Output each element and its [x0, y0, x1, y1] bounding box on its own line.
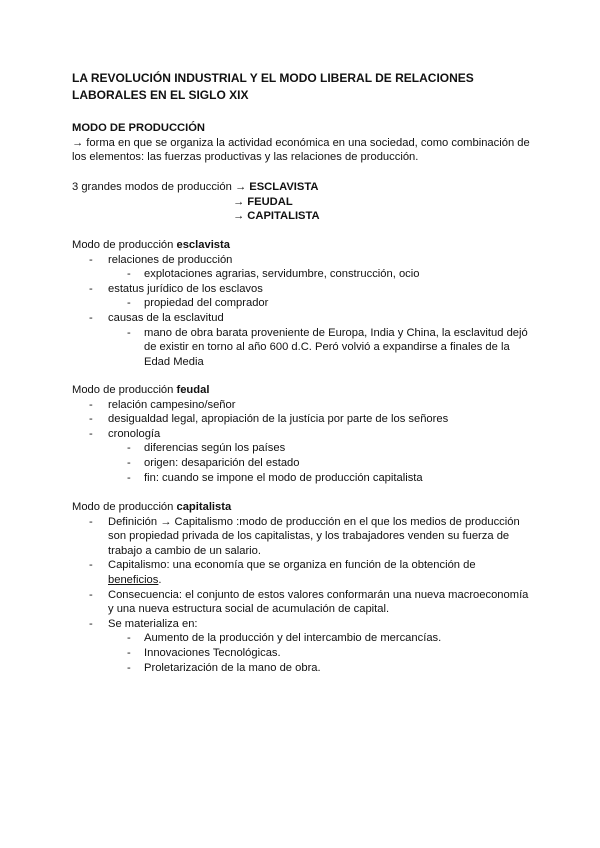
list-item: [72, 253, 532, 268]
esclavista-heading: [72, 238, 532, 253]
list-item: [72, 515, 532, 559]
list-item: [72, 398, 532, 413]
sub-list-item: [72, 661, 532, 676]
dash-bullet: -: [127, 297, 131, 310]
item-text-end: .: [158, 573, 162, 586]
heading-mode-name: feudal: [176, 384, 210, 396]
mode-feudal: → FEUDAL: [233, 195, 293, 208]
item-text: Definición → Capitalismo :modo de producción en el que los medios de producción son propiedad privada de los capitalistas, y los trabajadores venden su fuerza de trabajo a cambio de un salario.: [108, 515, 520, 557]
dash-bullet: -: [89, 413, 93, 426]
mode-esclavista: → ESCLAVISTA: [234, 181, 319, 193]
dash-bullet: -: [127, 326, 131, 339]
heading-prefix: Modo de producción: [72, 384, 177, 396]
item-text: desigualdad legal, apropiación de la justícia por parte de los señores: [108, 413, 449, 426]
sub-list-item: [72, 646, 532, 661]
item-text: diferencias según los países: [144, 442, 286, 455]
item-text: Se materializa en:: [108, 617, 198, 630]
section-modo-produccion: [72, 121, 532, 165]
dash-bullet: -: [127, 632, 131, 645]
item-text: Innovaciones Tecnológicas.: [144, 646, 281, 659]
item-text: relación campesino/señor: [108, 398, 236, 411]
dash-bullet: -: [89, 311, 93, 324]
item-text: estatus jurídico de los esclavos: [108, 282, 263, 295]
item-text: Aumento de la producción y del intercambio de mercancías.: [144, 632, 442, 645]
item-text: Capitalismo: una economía que se organiza en función de la obtención de: [108, 559, 476, 572]
section-definition: → forma en que se organiza la actividad económica en una sociedad, como combinación de los elementos: las fuerzas productivas y las relaciones de producción.: [72, 136, 530, 164]
feudal-list: [72, 398, 532, 486]
dash-bullet: -: [127, 661, 131, 674]
list-item: [72, 588, 532, 617]
modes-summary: [72, 180, 532, 224]
sub-list-item: [72, 456, 532, 471]
section-heading: MODO DE PRODUCCIÓN: [72, 122, 206, 134]
esclavista-list: [72, 253, 532, 370]
document-title: LA REVOLUCIÓN INDUSTRIAL Y EL MODO LIBERAL DE RELACIONES LABORALES EN EL SIGLO XIX: [72, 71, 474, 102]
capitalista-heading: [72, 500, 532, 515]
dash-bullet: -: [127, 471, 131, 484]
item-text: propiedad del comprador: [144, 297, 269, 310]
sub-list-item: [72, 441, 532, 456]
mode-capitalista: → CAPITALISTA: [233, 210, 320, 223]
sub-list-item: [72, 631, 532, 646]
heading-mode-name: capitalista: [176, 501, 232, 513]
section-feudal: [72, 383, 532, 485]
item-text: fin: cuando se impone el modo de producción capitalista: [144, 471, 423, 484]
dash-bullet: -: [127, 646, 131, 659]
item-text: mano de obra barata proveniente de Europa, India y China, la esclavitud dejó de existir en torno al año 600 d.C. Peró volvió a expandirse a finales de la Edad Media: [144, 326, 528, 368]
item-text: origen: desaparición del estado: [144, 456, 300, 469]
dash-bullet: -: [89, 617, 93, 630]
item-text: cronología: [108, 427, 161, 440]
section-esclavista: [72, 238, 532, 369]
dash-bullet: -: [89, 398, 93, 411]
dash-bullet: -: [89, 559, 93, 572]
section-capitalista: [72, 500, 532, 675]
dash-bullet: -: [89, 253, 93, 266]
feudal-heading: [72, 383, 532, 398]
heading-mode-name: esclavista: [176, 239, 230, 251]
dash-bullet: -: [89, 588, 93, 601]
item-text: Consecuencia: el conjunto de estos valores conformarán una nueva macroeconomía y una nueva estructura social de acumulación de capital.: [108, 588, 529, 616]
heading-prefix: Modo de producción: [72, 501, 177, 513]
modes-intro: 3 grandes modos de producción: [72, 181, 235, 193]
dash-bullet: -: [89, 282, 93, 295]
dash-bullet: -: [89, 515, 93, 528]
sub-list-item: [72, 296, 532, 311]
item-text: relaciones de producción: [108, 253, 233, 266]
underlined-term: beneficios: [108, 573, 159, 586]
sub-list-item: [72, 326, 532, 370]
modes-line-1: [72, 180, 532, 195]
list-item: [72, 617, 532, 632]
list-item: [72, 311, 532, 326]
item-text: causas de la esclavitud: [108, 311, 224, 324]
item-text: Proletarización de la mano de obra.: [144, 661, 321, 674]
list-item: [72, 427, 532, 442]
sub-list-item: [72, 267, 532, 282]
heading-prefix: Modo de producción: [72, 239, 177, 251]
dash-bullet: -: [127, 442, 131, 455]
sub-list-item: [72, 471, 532, 486]
capitalista-list: [72, 515, 532, 676]
list-item: [72, 282, 532, 297]
dash-bullet: -: [89, 427, 93, 440]
item-text: explotaciones agrarias, servidumbre, construcción, ocio: [144, 268, 420, 281]
list-item: [72, 558, 532, 587]
dash-bullet: -: [127, 268, 131, 281]
list-item: [72, 412, 532, 427]
dash-bullet: -: [127, 456, 131, 469]
